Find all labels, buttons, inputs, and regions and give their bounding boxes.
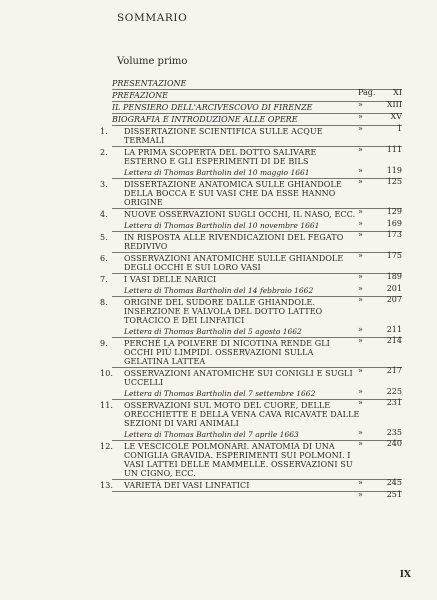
toc-entry-title: IN RISPOSTA ALLE RIVENDICAZIONI DEL FEGATO REDIVIVO	[124, 233, 344, 251]
toc-entry-text	[100, 481, 402, 490]
toc-page-marker: Pag.	[358, 88, 376, 97]
toc-entry-title: OSSERVAZIONI SUL MOTO DEL CUORE, DELLE ORECCHIETTE E DELLA VENA CAVA RICAVATE DALLE SEZIONI DI VARI ANIMALI	[124, 401, 360, 428]
toc-page-marker: »	[358, 166, 363, 175]
toc-entry-number: 6.	[100, 254, 108, 263]
page-number: IX	[399, 570, 411, 580]
toc-page-marker: »	[358, 428, 363, 437]
toc-page-number: 1	[396, 124, 402, 133]
toc-page-marker: »	[358, 272, 363, 281]
toc-page-number: 225	[386, 387, 402, 396]
toc-page-marker: »	[358, 284, 363, 293]
toc-page-number: 207	[386, 295, 402, 304]
toc-entry	[112, 326, 402, 345]
toc-entry-number: 4.	[100, 210, 108, 219]
toc-page-marker: »	[358, 230, 363, 239]
toc-entry-number: 10.	[100, 369, 114, 378]
toc-page-number: 201	[386, 284, 402, 293]
toc-entry-text	[100, 127, 402, 145]
volume-title: Volume primo	[117, 56, 188, 67]
toc-entry-title: NUOVE OSSERVAZIONI SUGLI OCCHI, IL NASO, ECC.	[124, 210, 356, 219]
toc-entry-title: LA PRIMA SCOPERTA DEL DOTTO SALIVARE ESTERNO E GLI ESPERIMENTI DI DE BILS	[124, 148, 317, 166]
toc-page-number: 125	[386, 177, 402, 186]
toc-entry-text	[112, 327, 402, 336]
toc-page-marker: »	[358, 387, 363, 396]
toc-page-marker: »	[358, 478, 363, 487]
toc-entry-text	[100, 369, 402, 387]
toc-entry-text	[100, 148, 402, 166]
toc-entry-title: Lettera di Thomas Bartholin del 10 novembre 1661	[124, 221, 320, 230]
toc-page-number: 169	[386, 219, 402, 228]
toc-page-marker: »	[358, 124, 363, 133]
toc-entry	[112, 167, 402, 186]
toc-page-marker: »	[358, 145, 363, 154]
toc-page-marker: »	[358, 295, 363, 304]
toc-entry-title: VARIETÀ DEI VASI LINFATICI	[124, 481, 250, 490]
toc-page-number: 111	[386, 145, 402, 154]
page-title: SOMMARIO	[117, 12, 188, 24]
toc-entry-title: PERCHÉ LA POLVERE DI NICOTINA RENDE GLI OCCHI PIÙ LIMPIDI. OSSERVAZIONI SULLA GELATINA LATTEA	[124, 339, 330, 366]
toc-entry-title: PRESENTAZIONE	[112, 79, 187, 88]
toc-entry-text	[112, 103, 402, 112]
toc-page-marker: »	[358, 219, 363, 228]
toc-page-number: 173	[386, 230, 402, 239]
toc-entry-title: OSSERVAZIONI ANATOMICHE SULLE GHIANDOLE DEGLI OCCHI E SUI LORO VASI	[124, 254, 344, 272]
toc-entry-title: DISSERTAZIONE SCIENTIFICA SULLE ACQUE TERMALI	[124, 127, 323, 145]
toc-entry-text	[112, 389, 402, 398]
toc-entry	[112, 388, 402, 407]
toc-page-marker: »	[358, 325, 363, 334]
toc-page-number: XIII	[386, 100, 402, 109]
toc-entry-text	[100, 180, 402, 207]
toc-entry-title: Lettera di Thomas Bartholin del 7 aprile 1663	[124, 430, 299, 439]
toc-entry-text	[100, 401, 402, 428]
toc-page-number: 129	[386, 207, 402, 216]
toc-entry-number: 3.	[100, 180, 108, 189]
toc-entry-text	[112, 430, 402, 439]
toc-page-number: XI	[393, 88, 402, 97]
toc-page-marker: »	[358, 251, 363, 260]
toc-entry-text	[112, 168, 402, 177]
toc-entry-title: DISSERTAZIONE ANATOMICA SULLE GHIANDOLE DELLA BOCCA E SUI VASI CHE DA ESSE HANNO ORIGINE	[124, 180, 342, 207]
toc-entry	[112, 114, 402, 133]
toc-page-marker: »	[358, 100, 363, 109]
toc-page-number: 119	[386, 166, 402, 175]
toc-entry-text	[100, 442, 402, 478]
toc-entry-number: 13.	[100, 481, 114, 490]
toc-entry-title: ORIGINE DEL SUDORE DALLE GHIANDOLE. INSERZIONE E VALVOLA DEL DOTTO LATTEO TORACICO E DEI LINFATICI	[124, 298, 323, 325]
toc-entry	[112, 429, 402, 448]
toc-entry-text	[112, 91, 402, 100]
toc-entry-number: 5.	[100, 233, 108, 242]
toc-page-number: 251	[386, 490, 402, 499]
toc-entry-number: 8.	[100, 298, 108, 307]
toc-entry	[100, 232, 402, 260]
toc-entry-number: 7.	[100, 275, 108, 284]
toc-page-number: 231	[386, 398, 402, 407]
toc-entry-title: BIOGRAFIA E INTRODUZIONE ALLE OPERE	[112, 115, 298, 124]
toc-page-marker: »	[358, 177, 363, 186]
toc-entry-text	[112, 221, 402, 230]
toc-page-number: 235	[386, 428, 402, 437]
toc-entry-title: Lettera di Thomas Bartholin del 14 febbraio 1662	[124, 286, 314, 295]
toc-entry-title: OSSERVAZIONI ANATOMICHE SUI CONIGLI E SUGLI UCCELLI	[124, 369, 353, 387]
toc-page-number: 175	[386, 251, 402, 260]
toc-page-number: 214	[386, 336, 402, 345]
toc-page-number: 245	[386, 478, 402, 487]
toc-page-marker: »	[358, 112, 363, 121]
toc-entry-text	[112, 115, 402, 124]
toc-entry-text	[100, 275, 402, 284]
toc-page-marker: »	[358, 336, 363, 345]
toc-entry-number: 9.	[100, 339, 108, 348]
toc-page-marker: »	[358, 207, 363, 216]
toc-entry-text	[100, 298, 402, 325]
toc-entry	[100, 480, 402, 499]
toc-entry-title: Lettera di Thomas Bartholin del 7 settembre 1662	[124, 389, 316, 398]
toc-entry-title: Lettera di Thomas Bartholin del 10 maggio 1661	[124, 168, 310, 177]
toc-page-number: XV	[390, 112, 402, 121]
toc-entry-number: 2.	[100, 148, 108, 157]
toc-entry-number: 12.	[100, 442, 114, 451]
toc-page-marker: »	[358, 366, 363, 375]
toc-entry-text	[112, 79, 402, 88]
toc-page-marker: »	[358, 439, 363, 448]
toc-entry-text	[100, 233, 402, 251]
toc-page-number: 240	[386, 439, 402, 448]
toc-entry-title: PREFAZIONE	[112, 91, 168, 100]
toc-page-marker: »	[358, 398, 363, 407]
toc-entry	[100, 126, 402, 154]
toc-page-marker: »	[358, 490, 363, 499]
toc-entry-number: 11.	[100, 401, 114, 410]
toc-entry	[112, 220, 402, 239]
toc-entry-text	[100, 339, 402, 366]
toc-page-number: 211	[386, 325, 402, 334]
toc-page-number: 189	[386, 272, 402, 281]
table-of-contents	[100, 78, 402, 499]
toc-entry-number: 1.	[100, 127, 108, 136]
toc-entry-text	[100, 210, 402, 219]
toc-entry-title: IL PENSIERO DELL'ARCIVESCOVO DI FIRENZE	[112, 103, 313, 112]
toc-entry-text	[100, 254, 402, 272]
toc-entry-title: Lettera di Thomas Bartholin del 5 agosto 1662	[124, 327, 302, 336]
toc-entry	[112, 285, 402, 304]
toc-entry-text	[112, 286, 402, 295]
toc-entry-title: I VASI DELLE NARICI	[124, 275, 217, 284]
toc-page-number: 217	[386, 366, 402, 375]
toc-entry-title: LE VESCICOLE POLMONARI. ANATOMIA DI UNA CONIGLIA GRAVIDA. ESPERIMENTI SUI POLMONI. I VASI LATTEI DELLE MAMMELLE. OSSERVAZIONI SU UN CIGNO, ECC.	[124, 442, 353, 478]
